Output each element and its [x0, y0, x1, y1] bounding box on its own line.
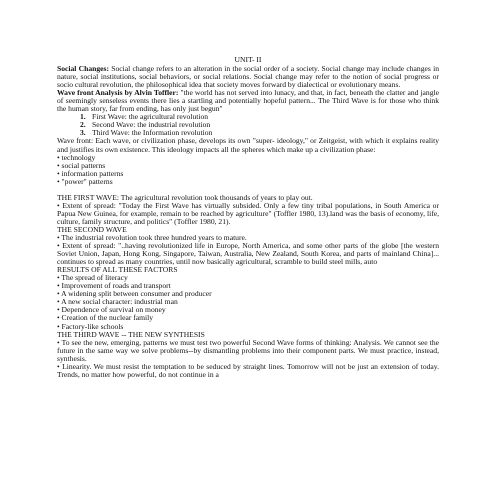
sphere-item: • social patterns: [57, 160, 106, 170]
wave-label: Second Wave: the industrial revolution: [92, 120, 211, 130]
second-wave-extent: • Extent of spread: "..having revolutionized life in Europe, North America, and some other parts of the globe [the western Soviet Union, Japan, Hong Kong, Singapore, Taiwan, Australia, New Zealand, South Korea, and parts of mainland China]... continues to spread as many countries, until now basically agricultural, scramble to build steel mills, auto: [57, 241, 439, 267]
wave-front-paragraph: Wave front: Each wave, or civilization phase, develops its own "super- ideology," or Zeitgeist, with which it explains reality and justifies its own existence. This ideology impacts all the spheres which make up a civilization phase:: [57, 136, 439, 154]
wave-label: First Wave: the agricultural revolution: [92, 112, 209, 122]
document-body: [57, 56, 439, 379]
spheres-list: [57, 154, 439, 186]
wave-number: 1.: [80, 112, 86, 122]
second-wave-heading: THE SECOND WAVE: [57, 224, 127, 234]
result-item: • Factory-like schools: [57, 321, 124, 331]
results-list: [57, 274, 439, 330]
unit-title: UNIT- II: [234, 55, 262, 64]
wave-front-analysis-heading: Wave front Analysis by Alvin Toffler:: [57, 88, 179, 98]
second-wave-duration: • The industrial revolution took three hundred years to mature.: [57, 232, 247, 242]
first-wave-extent: • Extent of spread: "Today the First Wave has virtually subsided. Only a few tiny tribal populations, in South America or Papua New Guinea, for example, remain to be reached by agriculture" (Toffler 1980, 13).land was the basis of economy, life, culture, family structure, and politics" (Toffler 1980, 21).: [57, 200, 439, 226]
wave-label: Third Wave: the Information revolution: [92, 128, 213, 138]
result-item: • Creation of the nuclear family: [57, 313, 154, 323]
result-item: • The spread of literacy: [57, 273, 128, 283]
results-heading: RESULTS OF ALL THESE FACTORS: [57, 265, 178, 275]
waves-list: [57, 113, 439, 137]
social-changes-text: Social change refers to an alteration in the social order of a society. Social change may include changes in nature, social institutions, social behaviors, or social relations. Social change may refer to the notion of social progress or socio cultural revolution, the philosophical idea that society moves forward by dialectical or evolutionary means.: [57, 64, 439, 90]
result-item: • Dependence of survival on money: [57, 305, 166, 315]
first-wave-heading: THE FIRST WAVE: The agricultural revolution took thousands of years to play out.: [57, 192, 313, 202]
third-wave-linearity: • Linearity. We must resist the temptation to be seduced by straight lines. Tomorrow will not be just an extension of today. Trends, no matter how powerful, do not continue in a: [57, 361, 439, 379]
wave-number: 2.: [80, 120, 86, 130]
result-item: • A new social character: industrial man: [57, 297, 178, 307]
wave-front-analysis-paragraph: [57, 89, 439, 113]
wave-front-analysis-quote: "the world has not served into lunacy, and that, in fact, beneath the clatter and jangle of seemingly senseless events there lies a startling and potentially hopeful pattern... The Third Wave is for those who think the human story, far from ending, has only just begun": [57, 88, 439, 114]
social-changes-heading: Social Changes:: [57, 64, 110, 74]
social-changes-paragraph: [57, 65, 439, 89]
sphere-item: • technology: [57, 152, 96, 162]
result-item: • Improvement of roads and transport: [57, 281, 171, 291]
sphere-item: • information patterns: [57, 168, 124, 178]
wave-number: 3.: [80, 128, 86, 138]
third-wave-heading: THE THIRD WAVE -- THE NEW SYNTHESIS: [57, 329, 205, 339]
result-item: • A widening split between consumer and producer: [57, 289, 212, 299]
sphere-item: • "power" patterns: [57, 176, 113, 186]
third-wave-analysis: • To see the new, emerging, patterns we must test two powerful Second Wave forms of thinking: Analysis. We cannot see the future in the same way we solve problems--by dismantling problems into their component parts. We must practice, instead, synthesis.: [57, 337, 439, 363]
